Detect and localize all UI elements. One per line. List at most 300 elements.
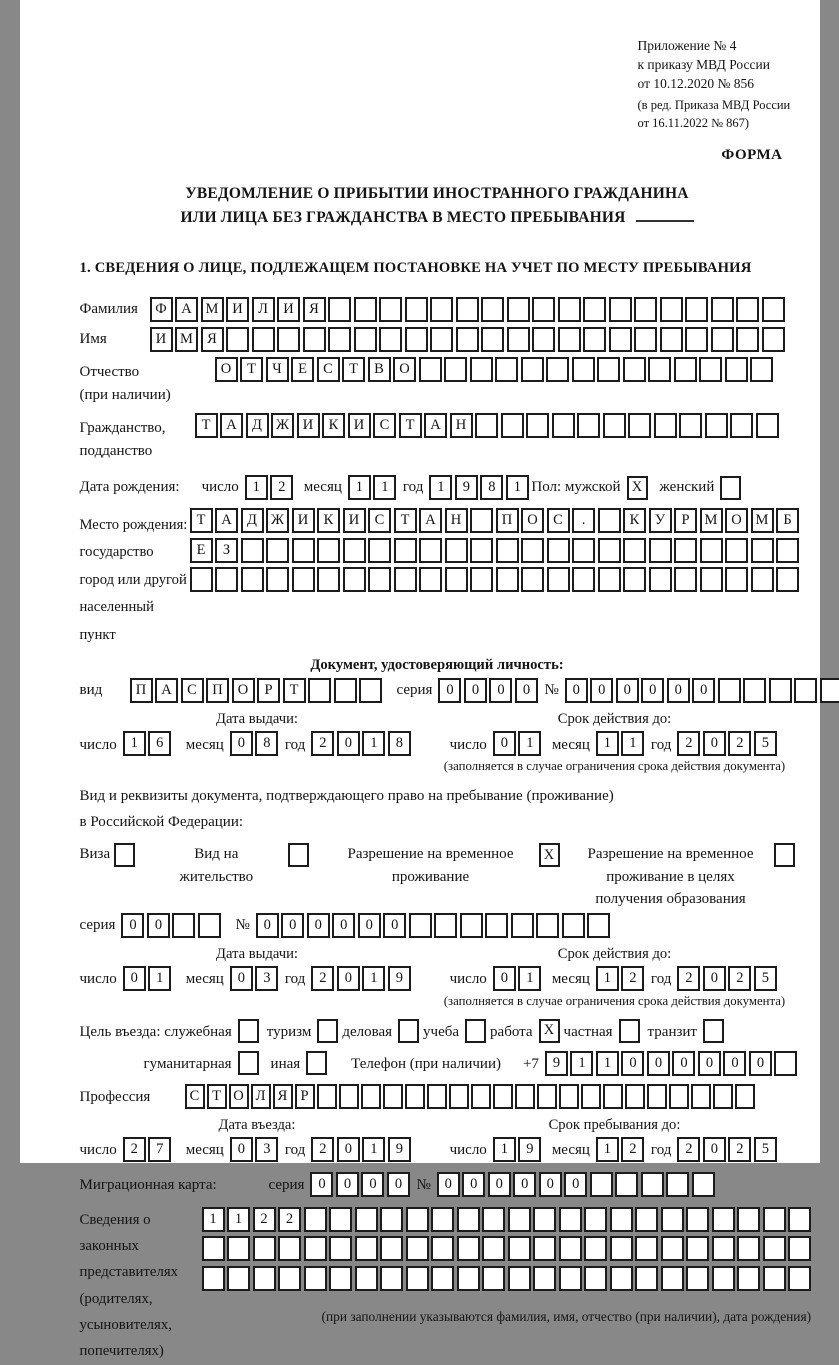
char-cell[interactable]: И: [343, 508, 366, 533]
char-cell[interactable]: [590, 1172, 613, 1197]
char-cell[interactable]: [457, 1266, 480, 1291]
char-cell[interactable]: [700, 538, 723, 563]
private-checkbox[interactable]: [619, 1019, 640, 1043]
char-cell[interactable]: [647, 1084, 667, 1109]
char-cell[interactable]: 2: [278, 1207, 301, 1232]
char-cell[interactable]: [635, 1236, 658, 1261]
char-cell[interactable]: [583, 327, 606, 352]
char-cell[interactable]: 2: [677, 1137, 700, 1162]
char-cell[interactable]: [515, 1084, 535, 1109]
char-cell[interactable]: 1: [518, 731, 541, 756]
char-cell[interactable]: Р: [295, 1084, 315, 1109]
char-cell[interactable]: [328, 327, 351, 352]
char-cell[interactable]: [202, 1236, 225, 1261]
char-cell[interactable]: [431, 1236, 454, 1261]
char-cell[interactable]: [660, 327, 683, 352]
char-cell[interactable]: [603, 413, 626, 438]
char-cell[interactable]: П: [130, 678, 153, 703]
other-checkbox[interactable]: [306, 1051, 327, 1075]
phone-input[interactable]: [545, 1051, 800, 1076]
char-cell[interactable]: А: [424, 413, 447, 438]
char-cell[interactable]: [405, 1084, 425, 1109]
char-cell[interactable]: [278, 1266, 301, 1291]
stay-day-input[interactable]: [493, 1137, 544, 1162]
char-cell[interactable]: 0: [703, 731, 726, 756]
char-cell[interactable]: 1: [362, 731, 385, 756]
char-cell[interactable]: [226, 327, 249, 352]
char-cell[interactable]: [536, 913, 559, 938]
char-cell[interactable]: 0: [281, 913, 304, 938]
char-cell[interactable]: 1: [148, 966, 171, 991]
char-cell[interactable]: У: [649, 508, 672, 533]
char-cell[interactable]: 0: [565, 678, 588, 703]
char-cell[interactable]: [457, 1207, 480, 1232]
char-cell[interactable]: 0: [230, 966, 253, 991]
char-cell[interactable]: [713, 1084, 733, 1109]
char-cell[interactable]: Т: [394, 508, 417, 533]
rvp-series-input[interactable]: [121, 913, 223, 938]
char-cell[interactable]: [660, 297, 683, 322]
visa-checkbox[interactable]: [114, 843, 135, 867]
citizenship-input[interactable]: [195, 413, 782, 438]
char-cell[interactable]: [405, 327, 428, 352]
char-cell[interactable]: 7: [148, 1137, 171, 1162]
char-cell[interactable]: [482, 1236, 505, 1261]
char-cell[interactable]: [725, 567, 748, 592]
char-cell[interactable]: [788, 1236, 811, 1261]
char-cell[interactable]: [526, 413, 549, 438]
char-cell[interactable]: [699, 357, 722, 382]
char-cell[interactable]: [603, 1084, 623, 1109]
char-cell[interactable]: [430, 327, 453, 352]
char-cell[interactable]: [751, 538, 774, 563]
char-cell[interactable]: [361, 1084, 381, 1109]
char-cell[interactable]: 2: [311, 731, 334, 756]
char-cell[interactable]: [354, 327, 377, 352]
char-cell[interactable]: 3: [255, 966, 278, 991]
char-cell[interactable]: [562, 913, 585, 938]
entry-year-input[interactable]: [311, 1137, 413, 1162]
char-cell[interactable]: О: [232, 678, 255, 703]
birth-place-row1-input[interactable]: [190, 508, 802, 533]
char-cell[interactable]: [533, 1266, 556, 1291]
char-cell[interactable]: 2: [311, 1137, 334, 1162]
char-cell[interactable]: Т: [240, 357, 263, 382]
stay-year-input[interactable]: [677, 1137, 779, 1162]
char-cell[interactable]: [278, 1236, 301, 1261]
char-cell[interactable]: 0: [336, 1172, 359, 1197]
char-cell[interactable]: [308, 678, 331, 703]
char-cell[interactable]: [623, 567, 646, 592]
char-cell[interactable]: [485, 913, 508, 938]
temp-education-checkbox[interactable]: [774, 843, 795, 867]
mig-series-input[interactable]: [310, 1172, 412, 1197]
char-cell[interactable]: 9: [388, 966, 411, 991]
char-cell[interactable]: [521, 538, 544, 563]
char-cell[interactable]: [661, 1236, 684, 1261]
char-cell[interactable]: С: [181, 678, 204, 703]
char-cell[interactable]: [735, 1084, 755, 1109]
char-cell[interactable]: [577, 413, 600, 438]
char-cell[interactable]: Б: [776, 508, 799, 533]
char-cell[interactable]: Ч: [266, 357, 289, 382]
char-cell[interactable]: [227, 1266, 250, 1291]
char-cell[interactable]: С: [185, 1084, 205, 1109]
passport-issue-year-input[interactable]: [311, 731, 413, 756]
char-cell[interactable]: [339, 1084, 359, 1109]
char-cell[interactable]: К: [317, 508, 340, 533]
char-cell[interactable]: [406, 1266, 429, 1291]
char-cell[interactable]: [686, 1236, 709, 1261]
char-cell[interactable]: [508, 1236, 531, 1261]
char-cell[interactable]: [470, 357, 493, 382]
char-cell[interactable]: С: [547, 508, 570, 533]
char-cell[interactable]: Т: [283, 678, 306, 703]
char-cell[interactable]: Ф: [150, 297, 173, 322]
rvp-issue-month-input[interactable]: [230, 966, 281, 991]
birth-year-input[interactable]: [429, 475, 531, 500]
char-cell[interactable]: 2: [677, 731, 700, 756]
char-cell[interactable]: [304, 1207, 327, 1232]
char-cell[interactable]: [537, 1084, 557, 1109]
char-cell[interactable]: [241, 538, 264, 563]
char-cell[interactable]: [581, 1084, 601, 1109]
char-cell[interactable]: 6: [148, 731, 171, 756]
char-cell[interactable]: И: [292, 508, 315, 533]
char-cell[interactable]: 0: [310, 1172, 333, 1197]
char-cell[interactable]: [470, 567, 493, 592]
char-cell[interactable]: К: [623, 508, 646, 533]
char-cell[interactable]: [406, 1236, 429, 1261]
char-cell[interactable]: [521, 357, 544, 382]
char-cell[interactable]: [763, 1266, 786, 1291]
char-cell[interactable]: [533, 1236, 556, 1261]
char-cell[interactable]: [471, 1084, 491, 1109]
char-cell[interactable]: 1: [373, 475, 396, 500]
char-cell[interactable]: О: [725, 508, 748, 533]
char-cell[interactable]: [666, 1172, 689, 1197]
char-cell[interactable]: [419, 357, 442, 382]
char-cell[interactable]: [712, 1207, 735, 1232]
char-cell[interactable]: [303, 327, 326, 352]
name-input[interactable]: [150, 327, 788, 352]
rvp-number-input[interactable]: [256, 913, 613, 938]
char-cell[interactable]: [532, 297, 555, 322]
char-cell[interactable]: [763, 1236, 786, 1261]
char-cell[interactable]: [725, 357, 748, 382]
char-cell[interactable]: Н: [450, 413, 473, 438]
char-cell[interactable]: [507, 297, 530, 322]
char-cell[interactable]: [343, 538, 366, 563]
char-cell[interactable]: 2: [728, 1137, 751, 1162]
char-cell[interactable]: Н: [445, 508, 468, 533]
char-cell[interactable]: 1: [596, 1051, 619, 1076]
char-cell[interactable]: [190, 567, 213, 592]
char-cell[interactable]: 2: [270, 475, 293, 500]
char-cell[interactable]: [763, 1207, 786, 1232]
char-cell[interactable]: [227, 1236, 250, 1261]
char-cell[interactable]: [737, 1266, 760, 1291]
char-cell[interactable]: [737, 1207, 760, 1232]
char-cell[interactable]: 2: [311, 966, 334, 991]
char-cell[interactable]: Т: [399, 413, 422, 438]
char-cell[interactable]: [598, 538, 621, 563]
char-cell[interactable]: 0: [256, 913, 279, 938]
passport-valid-month-input[interactable]: [596, 731, 647, 756]
char-cell[interactable]: 0: [488, 1172, 511, 1197]
char-cell[interactable]: 1: [596, 731, 619, 756]
char-cell[interactable]: [609, 297, 632, 322]
char-cell[interactable]: 0: [337, 731, 360, 756]
char-cell[interactable]: [700, 567, 723, 592]
char-cell[interactable]: [558, 297, 581, 322]
char-cell[interactable]: 1: [245, 475, 268, 500]
char-cell[interactable]: 0: [539, 1172, 562, 1197]
char-cell[interactable]: [482, 1266, 505, 1291]
char-cell[interactable]: [329, 1207, 352, 1232]
passport-series-input[interactable]: [438, 678, 540, 703]
char-cell[interactable]: 9: [388, 1137, 411, 1162]
char-cell[interactable]: [750, 357, 773, 382]
passport-issue-month-input[interactable]: [230, 731, 281, 756]
char-cell[interactable]: 0: [230, 1137, 253, 1162]
official-checkbox[interactable]: [238, 1019, 259, 1043]
char-cell[interactable]: 0: [337, 1137, 360, 1162]
char-cell[interactable]: [215, 567, 238, 592]
char-cell[interactable]: 0: [361, 1172, 384, 1197]
char-cell[interactable]: 0: [464, 678, 487, 703]
char-cell[interactable]: 0: [489, 678, 512, 703]
char-cell[interactable]: [431, 1266, 454, 1291]
char-cell[interactable]: [559, 1207, 582, 1232]
char-cell[interactable]: [431, 1207, 454, 1232]
char-cell[interactable]: [445, 538, 468, 563]
char-cell[interactable]: Т: [342, 357, 365, 382]
char-cell[interactable]: [266, 538, 289, 563]
char-cell[interactable]: А: [220, 413, 243, 438]
char-cell[interactable]: И: [150, 327, 173, 352]
char-cell[interactable]: [584, 1207, 607, 1232]
char-cell[interactable]: 0: [621, 1051, 644, 1076]
char-cell[interactable]: [501, 413, 524, 438]
char-cell[interactable]: [343, 567, 366, 592]
char-cell[interactable]: [788, 1266, 811, 1291]
legal-reps-row2-input[interactable]: [202, 1236, 814, 1261]
char-cell[interactable]: [394, 538, 417, 563]
char-cell[interactable]: [552, 413, 575, 438]
char-cell[interactable]: [334, 678, 357, 703]
char-cell[interactable]: 0: [437, 1172, 460, 1197]
char-cell[interactable]: Я: [303, 297, 326, 322]
entry-day-input[interactable]: [123, 1137, 174, 1162]
passport-valid-year-input[interactable]: [677, 731, 779, 756]
char-cell[interactable]: [587, 913, 610, 938]
char-cell[interactable]: [610, 1266, 633, 1291]
char-cell[interactable]: [762, 297, 785, 322]
char-cell[interactable]: [253, 1266, 276, 1291]
char-cell[interactable]: [597, 357, 620, 382]
char-cell[interactable]: Е: [291, 357, 314, 382]
entry-month-input[interactable]: [230, 1137, 281, 1162]
legal-reps-row1-input[interactable]: [202, 1207, 814, 1232]
char-cell[interactable]: В: [368, 357, 391, 382]
char-cell[interactable]: 0: [513, 1172, 536, 1197]
char-cell[interactable]: 0: [667, 678, 690, 703]
char-cell[interactable]: 0: [723, 1051, 746, 1076]
char-cell[interactable]: [359, 678, 382, 703]
char-cell[interactable]: 0: [387, 1172, 410, 1197]
char-cell[interactable]: З: [215, 538, 238, 563]
char-cell[interactable]: [712, 1266, 735, 1291]
char-cell[interactable]: С: [373, 413, 396, 438]
char-cell[interactable]: [456, 327, 479, 352]
char-cell[interactable]: [379, 297, 402, 322]
char-cell[interactable]: [559, 1236, 582, 1261]
char-cell[interactable]: [521, 567, 544, 592]
char-cell[interactable]: [711, 297, 734, 322]
char-cell[interactable]: О: [393, 357, 416, 382]
char-cell[interactable]: 0: [121, 913, 144, 938]
rvp-issue-year-input[interactable]: [311, 966, 413, 991]
char-cell[interactable]: О: [521, 508, 544, 533]
char-cell[interactable]: И: [277, 297, 300, 322]
char-cell[interactable]: [776, 567, 799, 592]
char-cell[interactable]: [649, 567, 672, 592]
char-cell[interactable]: [685, 327, 708, 352]
char-cell[interactable]: 0: [493, 966, 516, 991]
char-cell[interactable]: [762, 327, 785, 352]
char-cell[interactable]: 0: [590, 678, 613, 703]
char-cell[interactable]: А: [155, 678, 178, 703]
char-cell[interactable]: Т: [190, 508, 213, 533]
char-cell[interactable]: И: [226, 297, 249, 322]
char-cell[interactable]: [559, 1084, 579, 1109]
char-cell[interactable]: [820, 678, 839, 703]
birth-place-row2-input[interactable]: [190, 538, 802, 563]
char-cell[interactable]: [241, 567, 264, 592]
char-cell[interactable]: 1: [596, 1137, 619, 1162]
residence-permit-checkbox[interactable]: [288, 843, 309, 867]
rvp-valid-year-input[interactable]: [677, 966, 779, 991]
char-cell[interactable]: [457, 1236, 480, 1261]
char-cell[interactable]: [692, 1172, 715, 1197]
char-cell[interactable]: [572, 567, 595, 592]
char-cell[interactable]: [434, 913, 457, 938]
char-cell[interactable]: [623, 357, 646, 382]
sex-female-checkbox[interactable]: [720, 476, 741, 500]
char-cell[interactable]: [406, 1207, 429, 1232]
char-cell[interactable]: М: [201, 297, 224, 322]
sex-male-checkbox[interactable]: X: [627, 476, 648, 500]
char-cell[interactable]: 0: [493, 731, 516, 756]
char-cell[interactable]: [583, 297, 606, 322]
char-cell[interactable]: [628, 413, 651, 438]
char-cell[interactable]: 1: [518, 966, 541, 991]
char-cell[interactable]: 1: [621, 731, 644, 756]
char-cell[interactable]: [317, 567, 340, 592]
char-cell[interactable]: 2: [728, 966, 751, 991]
char-cell[interactable]: [355, 1236, 378, 1261]
char-cell[interactable]: [641, 1172, 664, 1197]
char-cell[interactable]: [419, 538, 442, 563]
char-cell[interactable]: 1: [493, 1137, 516, 1162]
char-cell[interactable]: М: [700, 508, 723, 533]
char-cell[interactable]: [598, 508, 621, 533]
char-cell[interactable]: [533, 1207, 556, 1232]
char-cell[interactable]: [705, 413, 728, 438]
char-cell[interactable]: [253, 1236, 276, 1261]
char-cell[interactable]: [547, 567, 570, 592]
char-cell[interactable]: 0: [230, 731, 253, 756]
char-cell[interactable]: [379, 327, 402, 352]
char-cell[interactable]: 0: [703, 966, 726, 991]
char-cell[interactable]: Д: [241, 508, 264, 533]
char-cell[interactable]: 2: [621, 1137, 644, 1162]
char-cell[interactable]: [661, 1266, 684, 1291]
char-cell[interactable]: 0: [647, 1051, 670, 1076]
char-cell[interactable]: 0: [749, 1051, 772, 1076]
char-cell[interactable]: [409, 913, 432, 938]
char-cell[interactable]: [661, 1207, 684, 1232]
char-cell[interactable]: [623, 538, 646, 563]
char-cell[interactable]: [430, 297, 453, 322]
char-cell[interactable]: Ж: [266, 508, 289, 533]
char-cell[interactable]: [304, 1266, 327, 1291]
char-cell[interactable]: М: [751, 508, 774, 533]
char-cell[interactable]: И: [297, 413, 320, 438]
char-cell[interactable]: [508, 1207, 531, 1232]
char-cell[interactable]: 0: [358, 913, 381, 938]
profession-input[interactable]: [185, 1084, 757, 1109]
char-cell[interactable]: 8: [480, 475, 503, 500]
char-cell[interactable]: [532, 327, 555, 352]
char-cell[interactable]: [449, 1084, 469, 1109]
char-cell[interactable]: [776, 538, 799, 563]
char-cell[interactable]: [445, 567, 468, 592]
char-cell[interactable]: 3: [255, 1137, 278, 1162]
char-cell[interactable]: [634, 327, 657, 352]
char-cell[interactable]: 2: [253, 1207, 276, 1232]
char-cell[interactable]: [788, 1207, 811, 1232]
char-cell[interactable]: 0: [672, 1051, 695, 1076]
char-cell[interactable]: О: [215, 357, 238, 382]
char-cell[interactable]: [679, 413, 702, 438]
char-cell[interactable]: 9: [455, 475, 478, 500]
char-cell[interactable]: [380, 1236, 403, 1261]
char-cell[interactable]: 0: [515, 678, 538, 703]
char-cell[interactable]: [743, 678, 766, 703]
char-cell[interactable]: [304, 1236, 327, 1261]
rvp-valid-month-input[interactable]: [596, 966, 647, 991]
char-cell[interactable]: [456, 297, 479, 322]
char-cell[interactable]: 1: [506, 475, 529, 500]
char-cell[interactable]: А: [215, 508, 238, 533]
char-cell[interactable]: [482, 1207, 505, 1232]
char-cell[interactable]: [712, 1236, 735, 1261]
char-cell[interactable]: [328, 297, 351, 322]
char-cell[interactable]: 0: [337, 966, 360, 991]
char-cell[interactable]: [355, 1207, 378, 1232]
char-cell[interactable]: [654, 413, 677, 438]
char-cell[interactable]: 1: [362, 1137, 385, 1162]
char-cell[interactable]: [511, 913, 534, 938]
char-cell[interactable]: [470, 538, 493, 563]
char-cell[interactable]: 0: [462, 1172, 485, 1197]
char-cell[interactable]: 1: [202, 1207, 225, 1232]
char-cell[interactable]: [598, 567, 621, 592]
char-cell[interactable]: 5: [754, 731, 777, 756]
birth-place-row3-input[interactable]: [190, 567, 802, 592]
